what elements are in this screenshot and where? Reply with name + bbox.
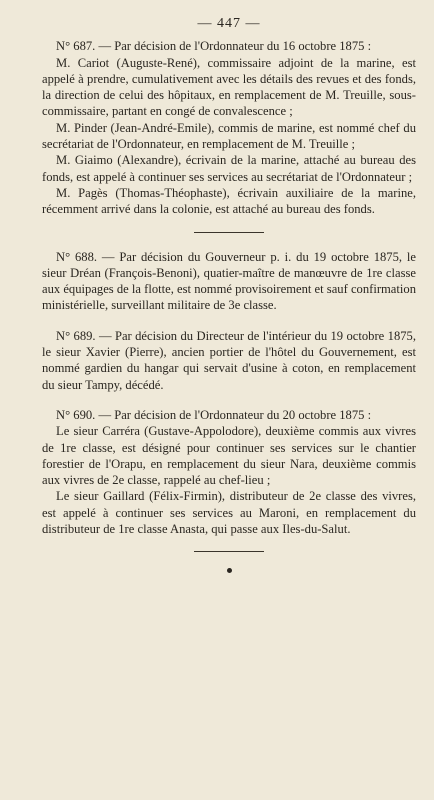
entry-paragraph: Le sieur Gaillard (Félix-Firmin), distributeur de 2e classe des vivres, est appelé à continuer ses services au Maroni, en remplacement du distributeur de 1re classe Anasta, qui passe aux Iles-du-Salut.: [42, 489, 416, 537]
section-divider: [194, 232, 264, 233]
entry-689: [42, 328, 416, 393]
entry-paragraph: N° 688. — Par décision du Gouverneur p. i. du 19 octobre 1875, le sieur Dréan (François-Benoni), quatier-maître de manœuvre de 1re classe aux équipages de la flotte, est nommé provisoirement et sauf confirmation ministérielle, surveillant militaire de 3e classe.: [42, 249, 416, 313]
entry-paragraph: N° 689. — Par décision du Directeur de l'intérieur du 19 octobre 1875, le sieur Xavier (Pierre), ancien portier de l'hôtel du Gouvernement, est nommé gardien du hangar qui servait d'usine à coton, en remplacement du sieur Tampy, décédé.: [42, 328, 416, 392]
entry-paragraph: Le sieur Carréra (Gustave-Appolodore), deuxième commis aux vivres de 1re classe, est désigné pour continuer ses services sur le chantier forestier de l'Orapu, en remplacement du sieur Nara, deuxième commis aux vivres de 2e classe, rappelé au chef-lieu ;: [42, 424, 416, 488]
entry-paragraph: M. Giaimo (Alexandre), écrivain de la marine, attaché au bureau des fonds, est appelé à continuer ses services au secrétariat de l'Ordonnateur ;: [42, 153, 416, 184]
entry-690: [42, 407, 416, 537]
spacer: [42, 314, 416, 328]
entry-paragraph: N° 687. — Par décision de l'Ordonnateur du 16 octobre 1875 :: [56, 39, 372, 54]
entry-paragraph: M. Pagès (Thomas-Théophaste), écrivain auxiliaire de la marine, récemment arrivé dans la colonie, est attaché au bureau des fonds.: [42, 185, 416, 217]
spacer: [42, 393, 416, 407]
entry-paragraph: M. Cariot (Auguste-René), commissaire adjoint de la marine, est appelé à prendre, cumulativement avec les détails des revues et des fonds, la direction de celui des hôpitaux, en remplacement de M. Treuille, sous-commissaire, partant en congé de convalescence ;: [42, 55, 416, 119]
entry-paragraph: N° 690. — Par décision de l'Ordonnateur du 20 octobre 1875 :: [56, 407, 372, 422]
ornament-dot: [227, 568, 232, 573]
page-number: — 447 —: [197, 16, 261, 31]
entry-687: [42, 38, 416, 217]
entry-paragraph: M. Pinder (Jean-André-Emile), commis de marine, est nommé chef du secrétariat de l'Ordonnateur, en remplacement de M. Treuille ;: [42, 120, 416, 152]
section-divider: [194, 551, 264, 552]
entry-688: [42, 249, 416, 314]
